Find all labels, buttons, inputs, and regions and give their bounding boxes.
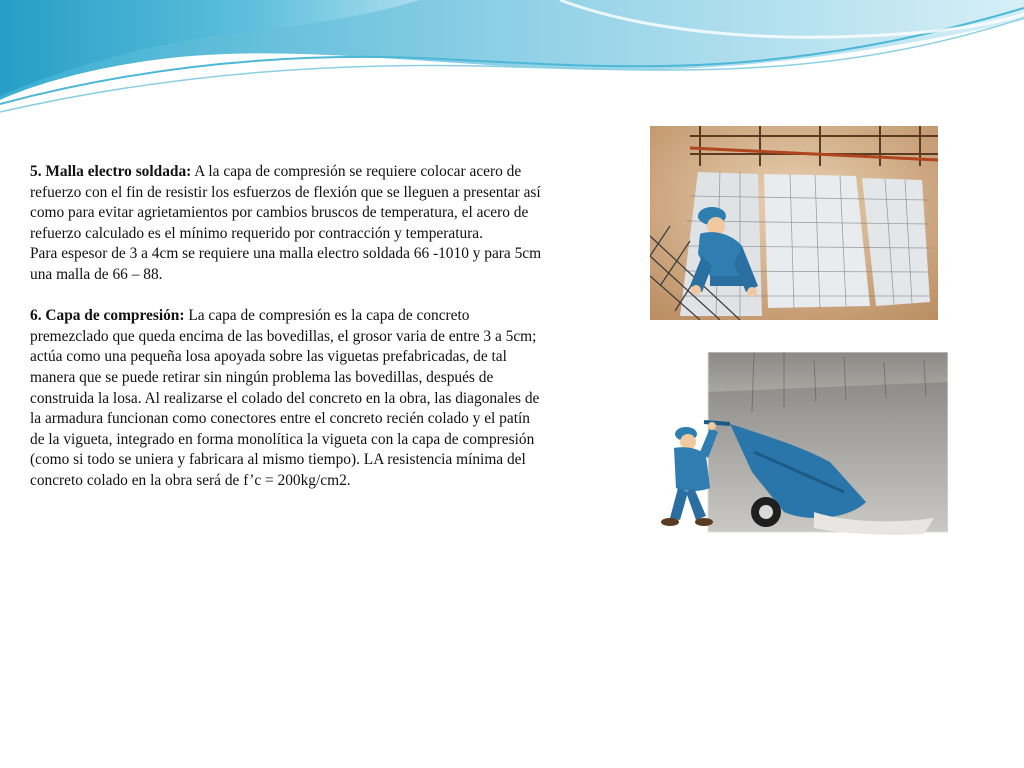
layer-heading: 6. Capa de compresión: bbox=[30, 307, 185, 325]
layer-paragraph bbox=[30, 306, 545, 491]
slide-text bbox=[30, 162, 545, 492]
mesh-photo bbox=[650, 126, 938, 320]
mesh-paragraph bbox=[30, 162, 545, 244]
concrete-photo bbox=[634, 352, 948, 546]
layer-body: La capa de compresión es la capa de concreto premezclado que queda encima de las bovedillas, el grosor varia de entre 3 a 5cm; actúa como una pequeña losa apoyada sobre las viguetas prefabricadas, de tal manera que se puede retirar sin ningún problema las bovedillas, después de construida la losa. Al realizarse el colado del concreto en la obra, las diagonales de la armadura funcionan como conectores entre el concreto recién colado y el patín de la vigueta, integrado en forma monolítica la vigueta con la capa de compresión (como si todo se uniera y fabricara al mismo tiempo). LA resistencia mínima del concreto colado en la obra será de f’c = 200kg/cm2. bbox=[30, 307, 540, 489]
mesh-heading: 5. Malla electro soldada: bbox=[30, 163, 192, 180]
mesh-body: A la capa de compresión se requiere colocar acero de refuerzo con el fin de resistir los esfuerzos de flexión que se lleguen a presentar así como para evitar agrietamientos por cambios bruscos de temperatura, el acero de refuerzo calculado es el mínimo requerido por contracción y temperatura. bbox=[30, 163, 541, 242]
mesh-note: Para espesor de 3 a 4cm se requiere una malla electro soldada 66 -1010 y para 5cm una malla de 66 – 88. bbox=[30, 245, 542, 283]
header-wave-decoration bbox=[0, 0, 1024, 120]
